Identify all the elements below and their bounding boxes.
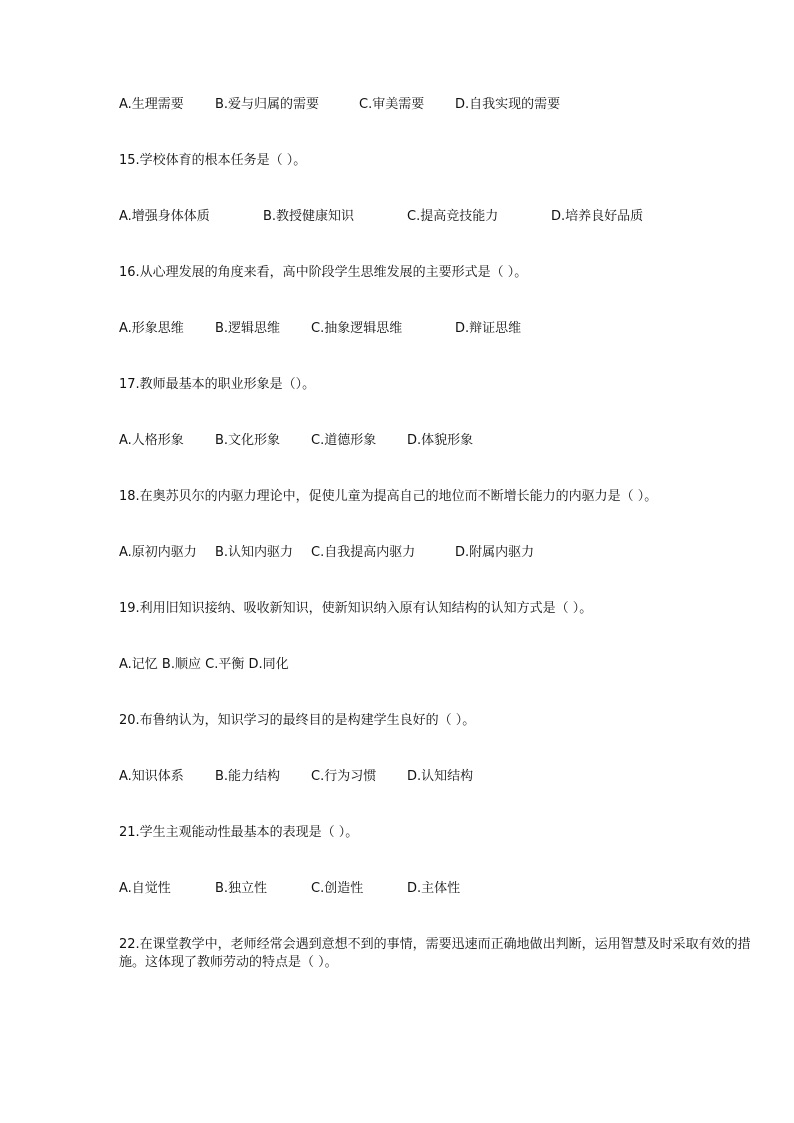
q18-option-d: D.附属内驱力 [455,545,535,560]
q21-option-d: D.主体性 [407,881,461,896]
q17-option-c: C.道德形象 [311,433,377,448]
q14-option-b: B.爱与归属的需要 [215,97,320,112]
q21-stem: 21.学生主观能动性最基本的表现是（ ）。 [119,825,359,840]
q19-stem: 19.利用旧知识接纳、吸收新知识，使新知识纳入原有认知结构的认知方式是（ ）。 [119,601,593,616]
q18-option-a: A.原初内驱力 [119,545,197,560]
q20-option-c: C.行为习惯 [311,769,377,784]
q17-option-d: D.体貌形象 [407,433,474,448]
q18-stem: 18.在奥苏贝尔的内驱力理论中，促使儿童为提高自己的地位而不断增长能力的内驱力是（ ）。 [119,489,658,504]
q22-stem: 22.在课堂教学中，老师经常会遇到意想不到的事情，需要迅速而正确地做出判断，运用智慧及时采取有效的措施。这体现了教师劳动的特点是（ ）。 [119,937,751,970]
q17-option-b: B.文化形象 [215,433,281,448]
q15-option-a: A.增强身体体质 [119,209,210,224]
q21-option-c: C.创造性 [311,881,364,896]
q21-option-b: B.独立性 [215,881,268,896]
q20-option-a: A.知识体系 [119,769,184,784]
q16-option-a: A.形象思维 [119,321,184,336]
q14-option-d: D.自我实现的需要 [455,97,561,112]
q17-option-a: A.人格形象 [119,433,184,448]
q18-option-c: C.自我提高内驱力 [311,545,416,560]
q15-option-d: D.培养良好品质 [551,209,644,224]
q19-options: A.记忆 B.顺应 C.平衡 D.同化 [119,657,289,672]
q15-stem: 15.学校体育的根本任务是（ ）。 [119,153,307,168]
q17-stem: 17.教师最基本的职业形象是（）。 [119,377,316,392]
q20-option-d: D.认知结构 [407,769,474,784]
q16-option-c: C.抽象逻辑思维 [311,321,403,336]
q21-option-a: A.自觉性 [119,881,171,896]
q15-option-c: C.提高竞技能力 [407,209,499,224]
q18-option-b: B.认知内驱力 [215,545,294,560]
q20-option-b: B.能力结构 [215,769,281,784]
q20-stem: 20.布鲁纳认为，知识学习的最终目的是构建学生良好的（ ）。 [119,713,476,728]
q15-option-b: B.教授健康知识 [263,209,355,224]
q16-option-b: B.逻辑思维 [215,321,281,336]
q14-option-c: C.审美需要 [359,97,425,112]
q16-stem: 16.从心理发展的角度来看，高中阶段学生思维发展的主要形式是（ ）。 [119,265,528,280]
q16-option-d: D.辩证思维 [455,321,522,336]
q14-option-a: A.生理需要 [119,97,184,112]
